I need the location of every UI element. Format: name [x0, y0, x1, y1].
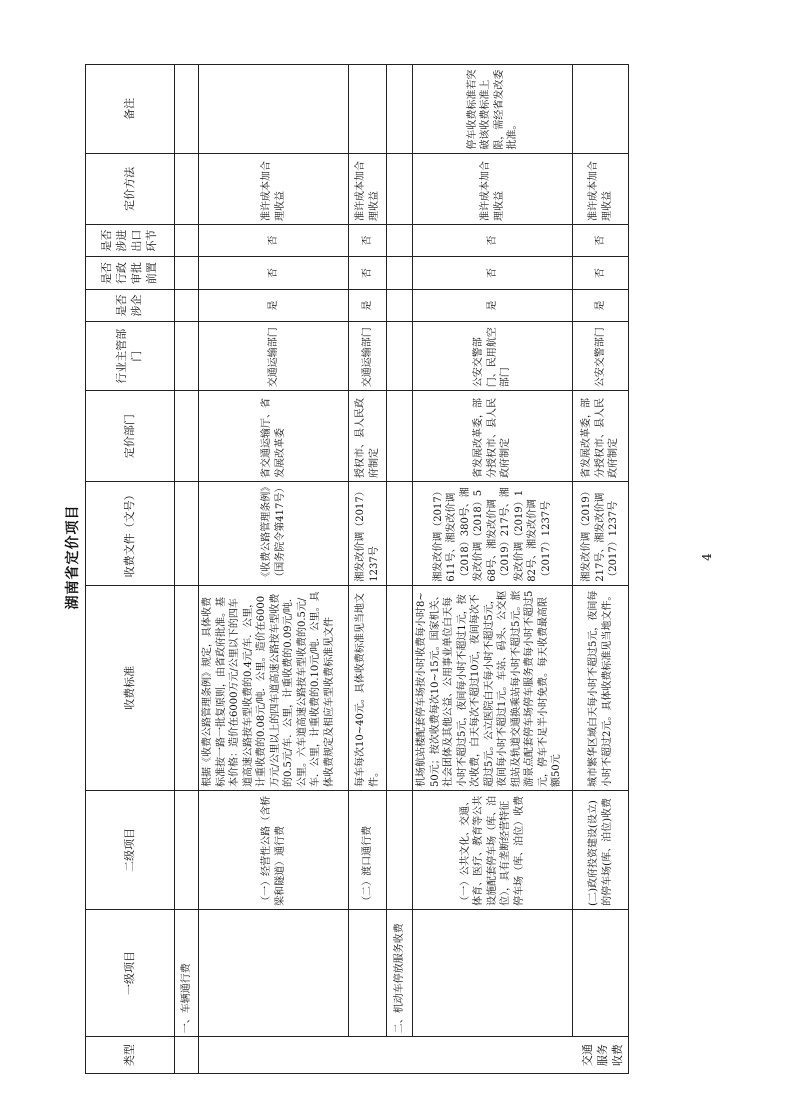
approval-cell: 否 — [349, 257, 387, 289]
level1-cell: 二、机动车停放服务收费 — [387, 909, 413, 1036]
import-export-cell: 否 — [199, 224, 349, 256]
page-number: 4 — [700, 553, 714, 561]
dept-cell: 省发展改革委，部分授权市、县人民政府制定 — [413, 391, 573, 482]
section-row — [175, 65, 199, 1074]
standard-cell: 根据《收费公路管理条例》规定，具体收费标准按一路一批复原则，由省政府批准。基本价格：造价在6000万元/公里以下的四车道高速公路按车型收费的0.4元/车．公里，计重收费的0.08元/吨．公里。造价在6000万元/公里以上的四车道高速公路按车型收费的0.5元/车．公里，计重收费的0.09元/吨．公里。六车道高速公路按车型收费的0.5元/车．公里，计重收费的0.10元/吨．公里。具体收费规定及相应车型收费标准见文件 — [199, 585, 349, 790]
approval-cell: 否 — [413, 257, 573, 289]
import-export-cell: 否 — [349, 224, 387, 256]
header-cell: 二级项目 — [86, 790, 175, 909]
enterprise-cell: 是 — [349, 289, 387, 321]
header-cell: 是否行政审批前置 — [86, 257, 175, 289]
level1-cell — [573, 909, 629, 1036]
enterprise-cell: 是 — [199, 289, 349, 321]
import-export-cell: 否 — [413, 224, 573, 256]
page-title: 湖南省定价项目 — [65, 504, 81, 610]
table-row — [349, 65, 387, 1074]
method-cell: 准许成本加合理收益 — [349, 153, 387, 224]
header-cell: 一级项目 — [86, 909, 175, 1036]
authority-cell: 交通运输部门 — [349, 322, 387, 391]
dept-cell: 省发展改革委，部分授权市、县人民政府制定 — [573, 391, 629, 482]
approval-cell: 否 — [573, 257, 629, 289]
note-cell — [199, 65, 349, 154]
authority-cell: 公安交警部门、民用航空部门 — [413, 322, 573, 391]
header-cell: 类型 — [86, 1037, 175, 1074]
standard-cell: 机场航站楼配套停车场按小时收费每小时8~50元；按次收费每次10~15元。国家机关、社会团体及其他公益、公用事业单位白天每小时不超过5元，夜间每小时不超过1元，按次收费，白天每次不超过10元，夜间每次不超过5元。公立医院白天每小时不超过5元，夜间每小时不超过1元。车站、码头、公交枢纽站及轨道交通换乘站每小时不超过5元。旅游景点配套停车场停车服务费每小时不超过5元，停车不足半小时免费。每天收费最高限额50元 — [413, 585, 573, 790]
doc-cell: 湘发改价调（2017）1237号 — [349, 482, 387, 586]
table-row — [413, 65, 573, 1074]
category-cell: 交通服务收费 — [199, 1037, 629, 1074]
note-cell — [349, 65, 387, 154]
level1-cell — [199, 909, 349, 1036]
sub-item-cell: (二)政府投资建设(设立)的停车场(库、泊位)收费 — [573, 790, 629, 909]
standard-cell: 每车每次10~40元。具体收费标准见当地文件。 — [349, 585, 387, 790]
sub-item-cell: （一）经营性公路（含桥梁和隧道）通行费 — [199, 790, 349, 909]
method-cell: 准许成本加合理收益 — [573, 153, 629, 224]
level1-cell — [413, 909, 573, 1036]
doc-cell: 湘发改价调（2019）217号、湘发改价调（2017）1237号 — [573, 482, 629, 586]
header-cell: 备注 — [86, 65, 175, 154]
doc-cell: 《收费公路管理条例》（国务院令第417号） — [199, 482, 349, 586]
section-row — [387, 65, 413, 1074]
header-cell: 行业主管部门 — [86, 322, 175, 391]
authority-cell: 交通运输部门 — [199, 322, 349, 391]
standard-cell: 城市繁华区域白天每小时不超过5元，夜间每小时不超过2元。具体收费标准见当地文件。 — [573, 585, 629, 790]
header-cell: 是否涉企 — [86, 289, 175, 321]
note-cell — [573, 65, 629, 154]
pricing-table — [85, 64, 629, 1074]
header-row — [86, 65, 175, 1074]
header-cell: 定价部门 — [86, 391, 175, 482]
note-cell: 停车收费标准若突破该收费标准上限，需经省发改委批准。 — [413, 65, 573, 154]
level1-cell — [349, 909, 387, 1036]
doc-cell: 湘发改价调（2017）611号、湘发改价调（2018）380号、湘发改价调（2018）568号、湘发改价调（2019）217号、湘发改价调（2019）182号、湘发改价调（2017）1237号 — [413, 482, 573, 586]
level1-cell: 一、车辆通行费 — [175, 909, 199, 1036]
header-cell: 收费标准 — [86, 585, 175, 790]
enterprise-cell: 是 — [573, 289, 629, 321]
table-row — [199, 65, 349, 1074]
method-cell: 准许成本加合理收益 — [413, 153, 573, 224]
approval-cell: 否 — [199, 257, 349, 289]
dept-cell: 授权市、县人民政府制定 — [349, 391, 387, 482]
enterprise-cell: 是 — [413, 289, 573, 321]
header-cell: 是否涉进出口环节 — [86, 224, 175, 256]
table-row — [573, 65, 629, 1074]
import-export-cell: 否 — [573, 224, 629, 256]
method-cell: 准许成本加合理收益 — [199, 153, 349, 224]
header-cell: 收费文件（文号） — [86, 482, 175, 586]
header-cell: 定价方法 — [86, 153, 175, 224]
dept-cell: 省交通运输厅、省发展改革委 — [199, 391, 349, 482]
category-cell — [175, 1037, 199, 1074]
sub-item-cell: （一）公共文化、交通、体育、医疗、教育等公共设施配套停车场（库、泊位），具有垄断经营特征停车场（库、泊位）收费 — [413, 790, 573, 909]
sub-item-cell: （二）渡口通行费 — [349, 790, 387, 909]
authority-cell: 公安交警部门 — [573, 322, 629, 391]
